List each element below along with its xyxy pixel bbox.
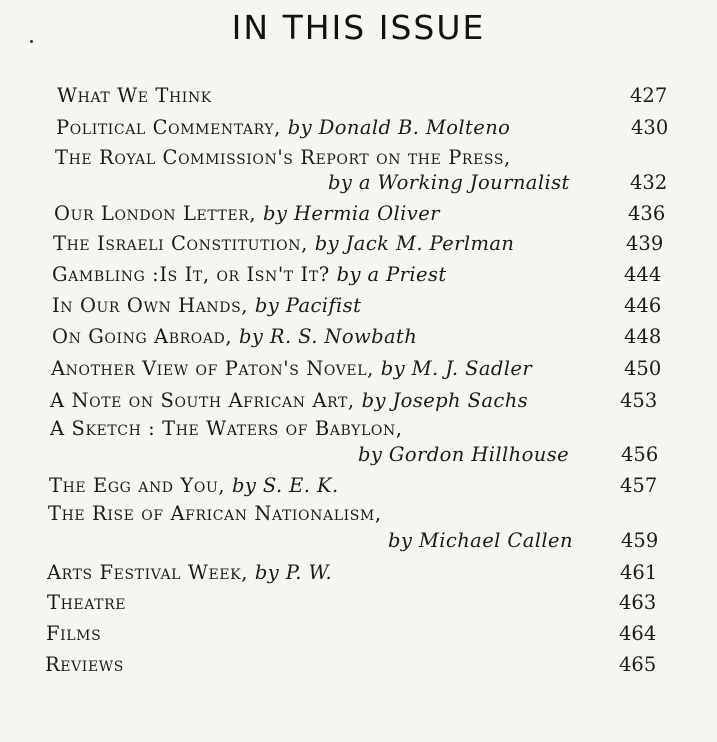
title-text: The Rise of African Nationalism, — [48, 502, 382, 525]
entry-title — [52, 325, 417, 348]
title-text: Theatre — [47, 591, 127, 614]
page-number: 465 — [619, 653, 657, 676]
contents-entry — [0, 591, 717, 621]
title-text: Political Commentary, — [56, 116, 281, 139]
contents-entry — [0, 294, 717, 324]
entry-title — [48, 502, 382, 525]
title-text: Films — [46, 622, 102, 645]
title-text: In Our Own Hands, — [52, 294, 249, 317]
entry-title — [328, 171, 570, 194]
entry-title — [55, 146, 511, 169]
page-number: 464 — [619, 622, 657, 645]
contents-entry — [0, 171, 717, 201]
title-text: The Israeli Constitution, — [53, 232, 308, 255]
entry-title — [52, 294, 361, 317]
entry-title — [51, 357, 532, 380]
title-text: Another View of Paton's Novel, — [51, 357, 374, 380]
page-number: 439 — [626, 232, 664, 255]
author-byline: by Joseph Sachs — [361, 389, 529, 412]
entry-title — [45, 653, 124, 676]
contents-entry — [0, 502, 717, 532]
contents-entry — [0, 202, 717, 232]
contents-entry — [0, 232, 717, 262]
page-number: 427 — [630, 84, 668, 107]
contents-entry — [0, 84, 717, 114]
entry-title — [47, 591, 126, 614]
author-byline: by Michael Callen — [388, 529, 573, 552]
entry-title — [57, 84, 212, 107]
author-byline: by a Working Journalist — [328, 171, 570, 194]
author-byline: by a Priest — [336, 263, 447, 286]
page-number: 456 — [621, 443, 659, 466]
page-number: 457 — [620, 474, 658, 497]
author-byline: by Gordon Hillhouse — [358, 443, 570, 466]
page-number: 448 — [624, 325, 662, 348]
author-byline: by Jack M. Perlman — [314, 232, 515, 255]
page-number: 446 — [624, 294, 662, 317]
entry-title — [46, 622, 101, 645]
page-number: 450 — [624, 357, 662, 380]
entry-title — [56, 116, 510, 139]
contents-entry — [0, 325, 717, 355]
title-text: The Royal Commission's Report on the Press, — [55, 146, 511, 169]
title-text: A Note on South African Art, — [50, 389, 355, 412]
title-text: The Egg and You, — [49, 474, 226, 497]
page-number: 459 — [621, 529, 659, 552]
contents-entry — [0, 474, 717, 504]
author-byline: by S. E. K. — [231, 474, 339, 497]
title-text: Reviews — [45, 653, 124, 676]
entry-title — [388, 529, 573, 552]
title-text: A Sketch : The Waters of Babylon, — [50, 417, 403, 440]
page-number: 463 — [619, 591, 657, 614]
entry-title — [50, 389, 528, 412]
page-number: 461 — [620, 561, 658, 584]
contents-entry — [0, 116, 717, 146]
title-text: Gambling :Is It, or Isn't It? — [52, 263, 330, 286]
contents-entry — [0, 529, 717, 559]
contents-entry — [0, 357, 717, 387]
page-number: 432 — [630, 171, 668, 194]
author-byline: by Hermia Oliver — [263, 202, 440, 225]
page-number: 430 — [631, 116, 669, 139]
author-byline: by R. S. Nowbath — [239, 325, 418, 348]
page-number: 436 — [628, 202, 666, 225]
entry-title — [358, 443, 569, 466]
entry-title — [50, 417, 403, 440]
entry-title — [52, 263, 447, 286]
title-text: What We Think — [57, 84, 212, 107]
title-text: Arts Festival Week, — [47, 561, 249, 584]
contents-entry — [0, 653, 717, 683]
author-byline: by P. W. — [254, 561, 333, 584]
page-number: 444 — [624, 263, 662, 286]
page-heading: IN THIS ISSUE — [231, 8, 486, 47]
contents-entry — [0, 443, 717, 473]
title-text: On Going Abroad, — [52, 325, 233, 348]
entry-title — [47, 561, 332, 584]
entry-title — [49, 474, 339, 497]
page-number: 453 — [620, 389, 658, 412]
title-text: Our London Letter, — [54, 202, 257, 225]
contents-entry — [0, 389, 717, 419]
author-byline: by Donald B. Molteno — [287, 116, 511, 139]
contents-entry — [0, 561, 717, 591]
entry-title — [54, 202, 440, 225]
entry-title — [53, 232, 514, 255]
author-byline: by M. J. Sadler — [380, 357, 533, 380]
contents-entry — [0, 263, 717, 293]
author-byline: by Pacifist — [254, 294, 362, 317]
contents-entry — [0, 622, 717, 652]
